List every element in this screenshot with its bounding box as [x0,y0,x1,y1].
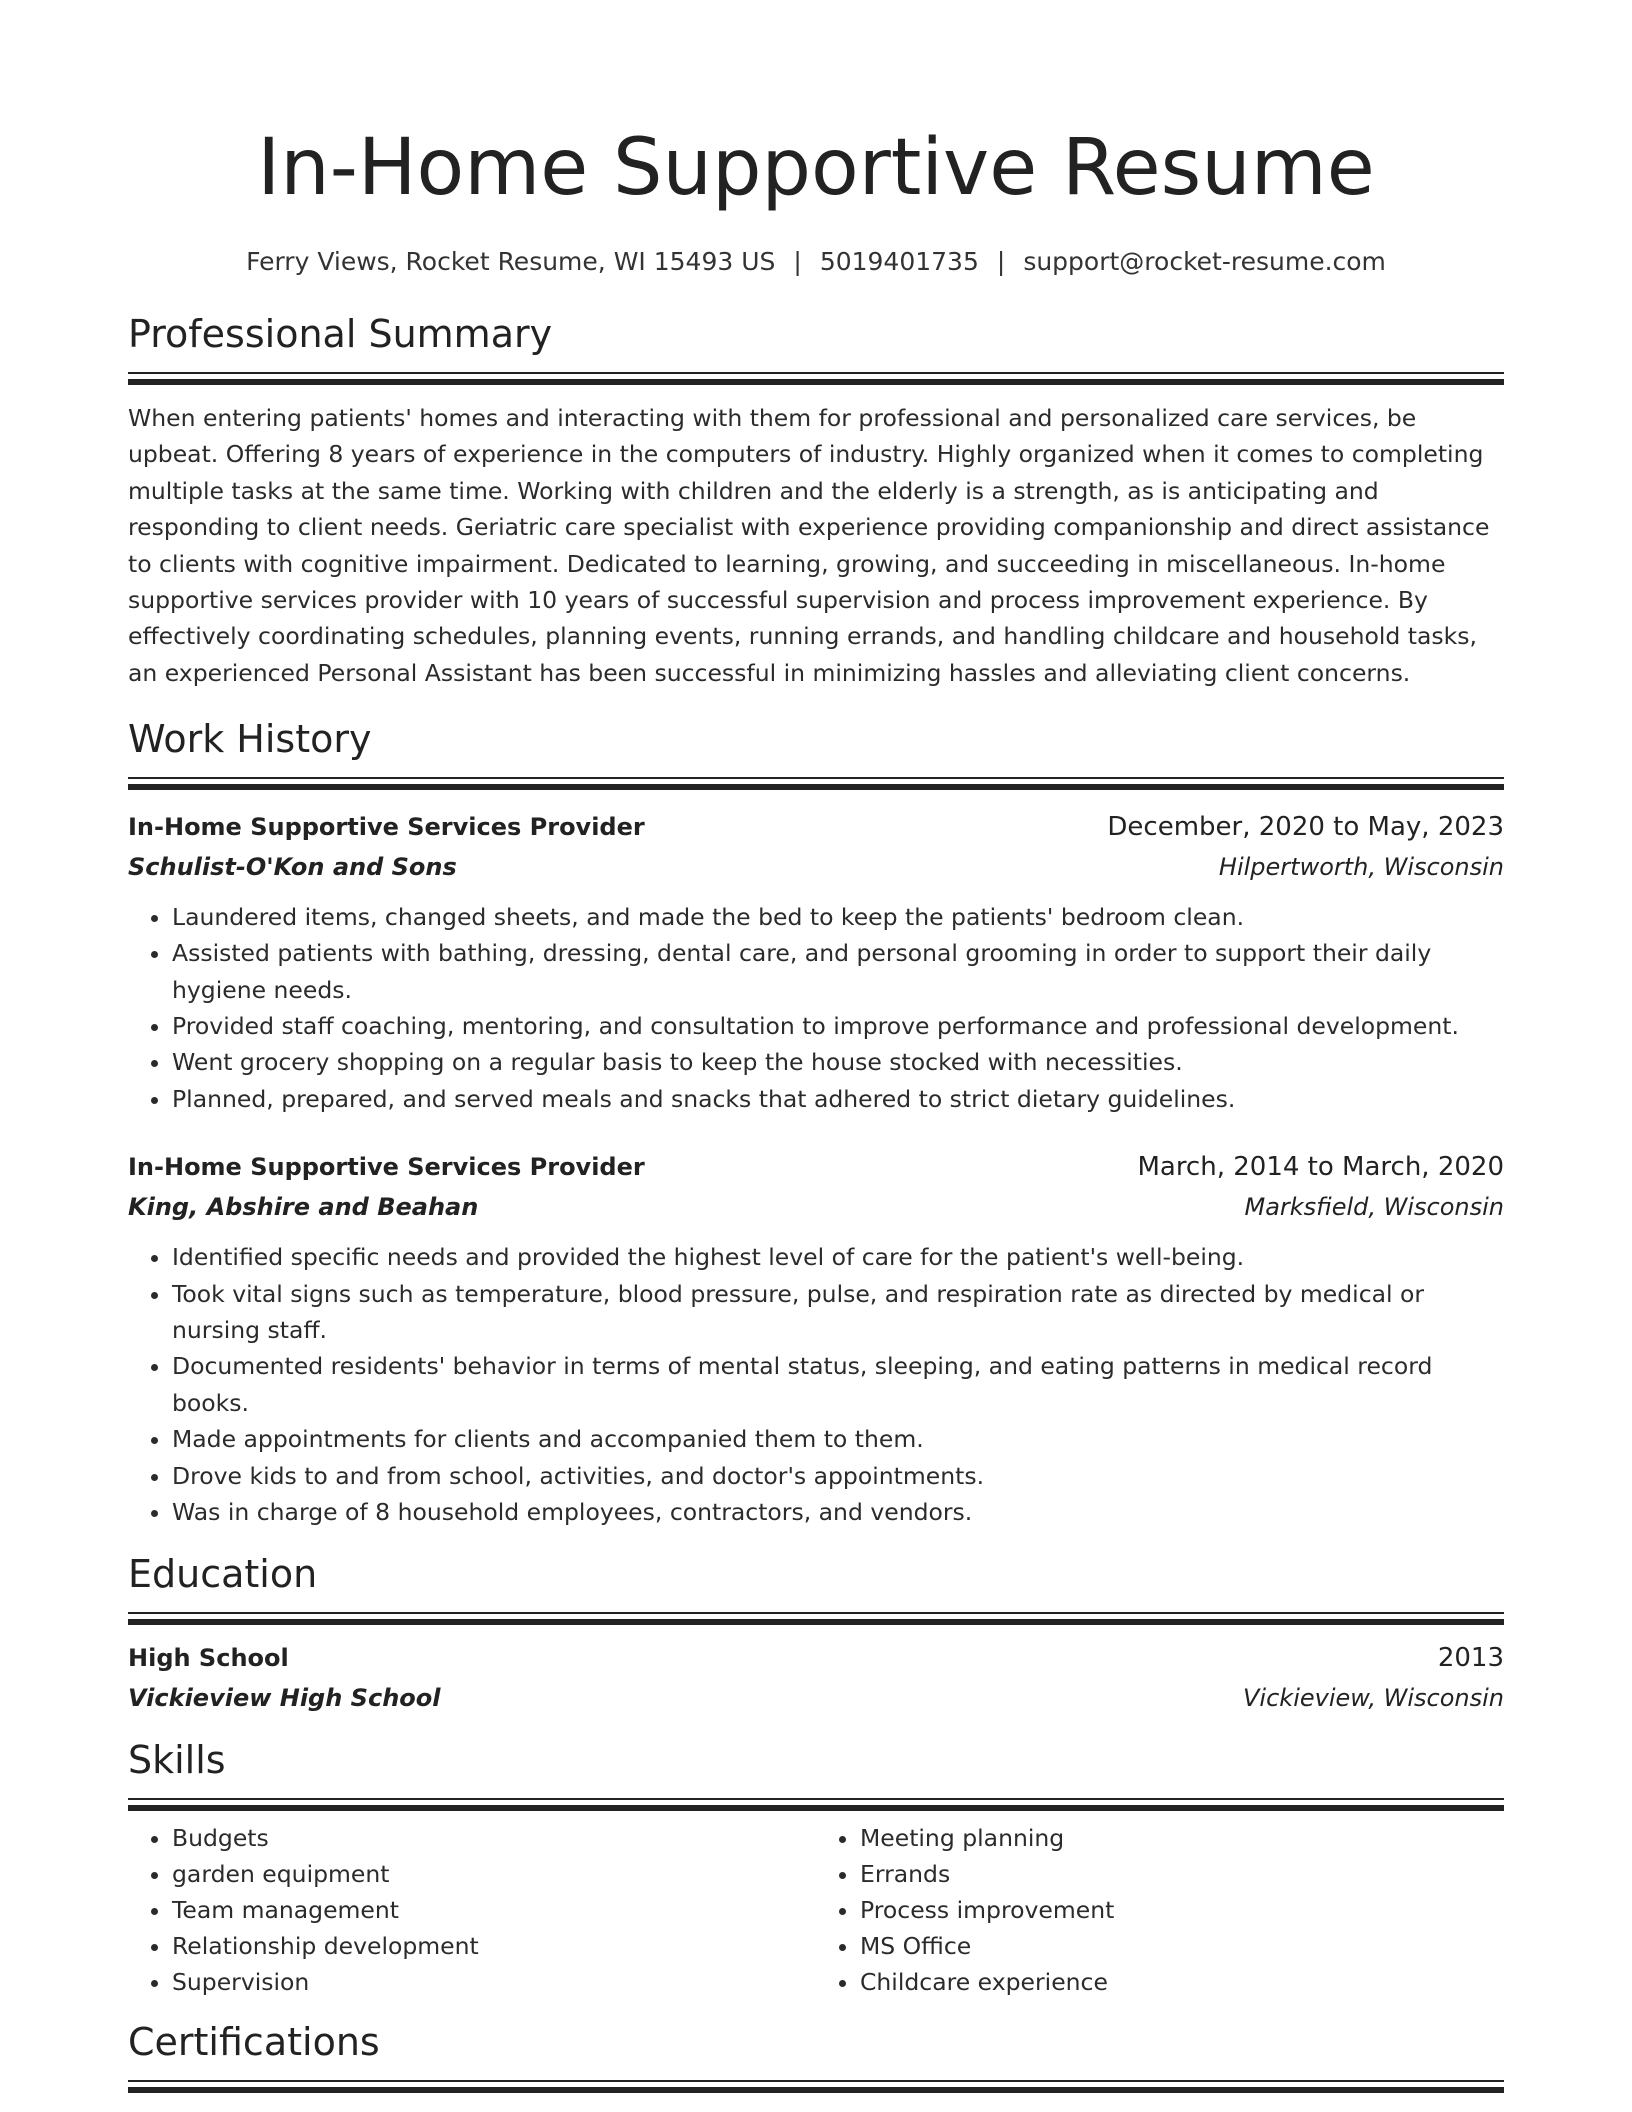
job-bullets [128,1239,1504,1530]
education-year: 2013 [1437,1643,1504,1674]
contact-line [128,244,1504,280]
contact-separator: | [996,247,1006,276]
education-heading: Education [128,1552,318,1597]
job-company-row [128,1187,1504,1227]
contact-address: Ferry Views, Rocket Resume, WI 15493 US [246,247,776,276]
work-history-section [128,715,1504,1531]
summary-text: When entering patients' homes and interacting with them for professional and personalized care services, be upbeat. Offering 8 years of experience in the computers of industry. Highly organized when it comes to completing multiple tasks at the same time. Working with children and the elderly is a strength, as is anticipating and responding to client needs. Geriatric care specialist with experience providing companionship and direct assistance to clients with cognitive impairment. Dedicated to learning, growing, and succeeding in miscellaneous. In-home supportive services provider with 10 years of successful supervision and process improvement experience. By effectively coordinating schedules, planning events, running errands, and handling childcare and household tasks, an experienced Personal Assistant has been successful in minimizing hassles and alleviating client concerns. [128,404,1490,687]
education-degree: High School [128,1644,289,1673]
job-bullet: • Drove kids to and from school, activities, and doctor's appointments. [172,1458,1504,1494]
education-school: Vickieview High School [128,1684,441,1713]
skill-item: • Relationship development [172,1928,816,1964]
skills-column-right [816,1820,1504,2000]
job-entry [128,807,1504,1117]
job-bullet: • Planned, prepared, and served meals and snacks that adhered to strict dietary guidelines. [172,1081,1504,1117]
certifications-heading: Certifications [128,2020,380,2065]
certifications-section [128,2018,1504,2092]
job-company: King, Abshire and Beahan [128,1193,479,1222]
skill-item: • MS Office [860,1928,1504,1964]
job-location: Hilpertworth, Wisconsin [1218,852,1504,881]
skill-item: • garden equipment [172,1856,816,1892]
summary-heading: Professional Summary [128,312,553,356]
section-divider [128,1798,1504,1810]
job-dates: March, 2014 to March, 2020 [1137,1152,1504,1183]
job-entry [128,1147,1504,1530]
job-title: In-Home Supportive Services Provider [128,1153,645,1182]
skills-heading: Skills [128,1738,226,1783]
skills-section [128,1736,1504,2000]
job-dates: December, 2020 to May, 2023 [1107,811,1504,842]
job-bullet: • Laundered items, changed sheets, and made the bed to keep the patients' bedroom clean. [172,899,1504,935]
skill-item: • Budgets [172,1820,816,1856]
education-header-row [128,1638,1504,1678]
skill-item: • Meeting planning [860,1820,1504,1856]
section-divider [128,372,1504,384]
education-section [128,1550,1504,1718]
contact-separator: | [793,247,802,276]
contact-email: support@rocket-resume.com [1023,247,1386,276]
summary-section [128,310,1504,691]
education-entry [128,1638,1504,1718]
section-divider [128,1612,1504,1624]
job-bullet: • Identified specific needs and provided the highest level of care for the patient's well-being. [172,1239,1504,1275]
job-bullets [128,899,1504,1117]
education-location: Vickieview, Wisconsin [1243,1684,1504,1713]
skills-column-left [128,1820,816,2000]
work-history-heading: Work History [128,716,372,761]
job-title: In-Home Supportive Services Provider [128,812,645,841]
job-company-row [128,847,1504,887]
job-bullet: • Took vital signs such as temperature, blood pressure, pulse, and respiration rate as directed by medical or nursing staff. [172,1276,1504,1349]
job-company: Schulist-O'Kon and Sons [128,852,457,881]
contact-phone: 5019401735 [819,247,979,276]
skills-columns [128,1820,1504,2000]
job-bullet: • Provided staff coaching, mentoring, and consultation to improve performance and professional development. [172,1008,1504,1044]
job-location: Marksfield, Wisconsin [1244,1193,1504,1222]
skill-item: • Team management [172,1892,816,1928]
job-bullet: • Documented residents' behavior in terms of mental status, sleeping, and eating patterns in medical record books. [172,1348,1504,1421]
job-bullet: • Made appointments for clients and accompanied them to them. [172,1421,1504,1457]
job-bullet: • Went grocery shopping on a regular basis to keep the house stocked with necessities. [172,1044,1504,1080]
job-bullet: • Was in charge of 8 household employees, contractors, and vendors. [172,1494,1504,1530]
skill-item: • Process improvement [860,1892,1504,1928]
skill-item: • Supervision [172,1964,816,2000]
skill-item: • Errands [860,1856,1504,1892]
job-header-row [128,807,1504,847]
skill-item: • Childcare experience [860,1964,1504,2000]
resume-title: In-Home Supportive Resume [257,123,1375,213]
section-divider [128,777,1504,789]
section-divider [128,2080,1504,2092]
job-bullet: • Assisted patients with bathing, dressing, dental care, and personal grooming in order to support their daily hygiene needs. [172,935,1504,1008]
education-school-row [128,1678,1504,1718]
job-header-row [128,1147,1504,1187]
